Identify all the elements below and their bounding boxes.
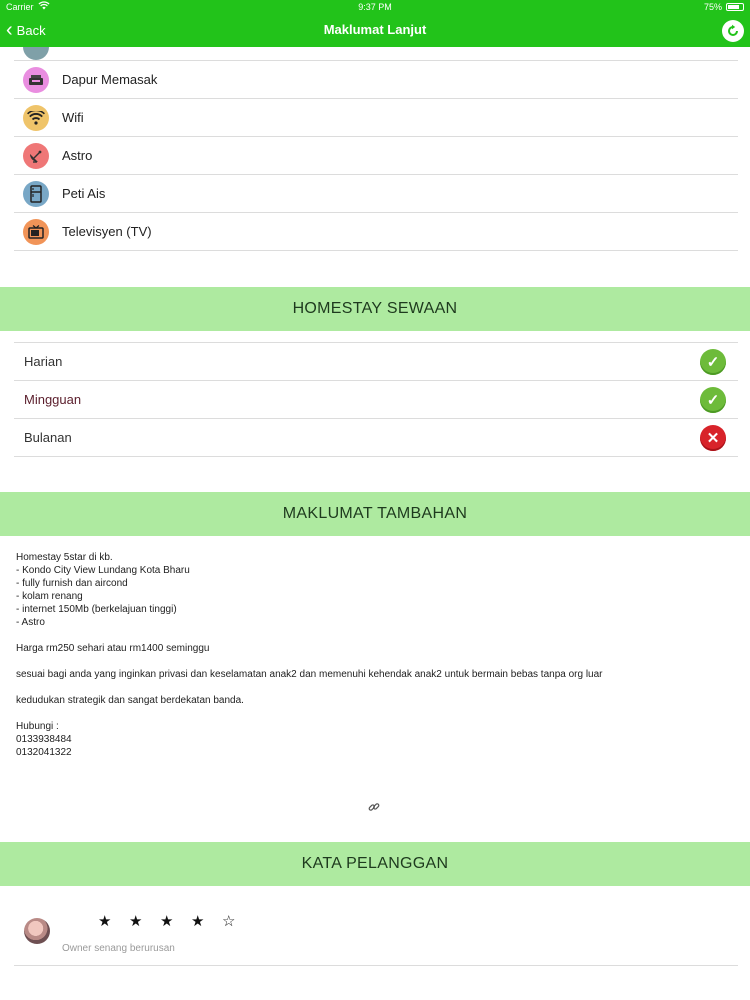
- description-line: kedudukan strategik dan sangat berdekatan banda.: [16, 695, 244, 706]
- description-line: Homestay 5star di kb.: [16, 552, 113, 563]
- facility-label: Wifi: [62, 110, 84, 125]
- review-comment: Owner senang berurusan: [62, 943, 175, 954]
- page-title: Maklumat Lanjut: [323, 22, 427, 37]
- carrier-label: Carrier: [6, 2, 34, 12]
- check-icon: ✓: [700, 387, 726, 413]
- facilities-list: [14, 47, 738, 251]
- chevron-left-icon: ‹: [6, 19, 13, 41]
- battery-icon: [726, 3, 744, 11]
- rental-list: [14, 342, 738, 457]
- status-bar: [0, 0, 750, 14]
- star-filled-icon: ★: [191, 913, 205, 930]
- rental-label: Mingguan: [24, 392, 82, 407]
- phone-number[interactable]: 0133938484: [16, 734, 72, 745]
- list-item: [14, 419, 738, 457]
- description-line: - fully furnish dan aircond: [16, 578, 128, 589]
- star-rating: [98, 912, 253, 930]
- description-line: - Astro: [16, 617, 45, 628]
- phone-number[interactable]: 0132041322: [16, 747, 72, 758]
- star-filled-icon: ★: [98, 913, 112, 930]
- list-item: [14, 137, 738, 175]
- extra-info-section-header: MAKLUMAT TAMBAHAN: [0, 492, 750, 536]
- star-empty-icon: ☆: [222, 913, 236, 930]
- rental-label: Bulanan: [24, 430, 72, 445]
- list-item: [14, 213, 738, 251]
- battery-percentage: 75%: [703, 2, 722, 12]
- facility-icon: [23, 47, 49, 60]
- rental-section-header: HOMESTAY SEWAAN: [0, 287, 750, 331]
- description-line: - Kondo City View Lundang Kota Bharu: [16, 565, 190, 576]
- review-item: [14, 898, 738, 966]
- list-item: [14, 61, 738, 99]
- list-item: [14, 343, 738, 381]
- rental-label: Harian: [24, 354, 63, 369]
- fridge-icon: [23, 181, 49, 207]
- wifi-icon: [23, 105, 49, 131]
- list-item: [14, 175, 738, 213]
- refresh-icon[interactable]: [722, 20, 744, 42]
- satellite-dish-icon: [23, 143, 49, 169]
- cross-icon: ✕: [700, 425, 726, 451]
- facility-label: Peti Ais: [62, 186, 106, 201]
- status-time: 9:37 PM: [358, 2, 392, 12]
- link-icon[interactable]: [368, 801, 380, 816]
- list-item: [14, 381, 738, 419]
- description-line: - internet 150Mb (berkelajuan tinggi): [16, 604, 177, 615]
- homestay-description: [16, 551, 736, 759]
- list-item: [14, 99, 738, 137]
- description-line: Hubungi :: [16, 721, 59, 732]
- check-icon: ✓: [700, 349, 726, 375]
- description-line: - kolam renang: [16, 591, 83, 602]
- facility-label: Televisyen (TV): [62, 224, 152, 239]
- facility-label: Astro: [62, 148, 93, 163]
- tv-icon: [23, 219, 49, 245]
- facility-label: Dapur Memasak: [62, 72, 158, 87]
- navigation-bar: [0, 0, 750, 47]
- star-filled-icon: ★: [129, 913, 143, 930]
- back-button-label: Back: [16, 22, 46, 38]
- list-item: [14, 47, 738, 61]
- reviews-section-header: KATA PELANGGAN: [0, 842, 750, 886]
- description-line: Harga rm250 sehari atau rm1400 seminggu: [16, 643, 210, 654]
- description-line: sesuai bagi anda yang inginkan privasi dan keselamatan anak2 dan memenuhi kehendak anak2 untuk bermain bebas tanpa org luar: [16, 669, 603, 680]
- stove-icon: [23, 67, 49, 93]
- avatar: [24, 918, 50, 944]
- star-filled-icon: ★: [160, 913, 174, 930]
